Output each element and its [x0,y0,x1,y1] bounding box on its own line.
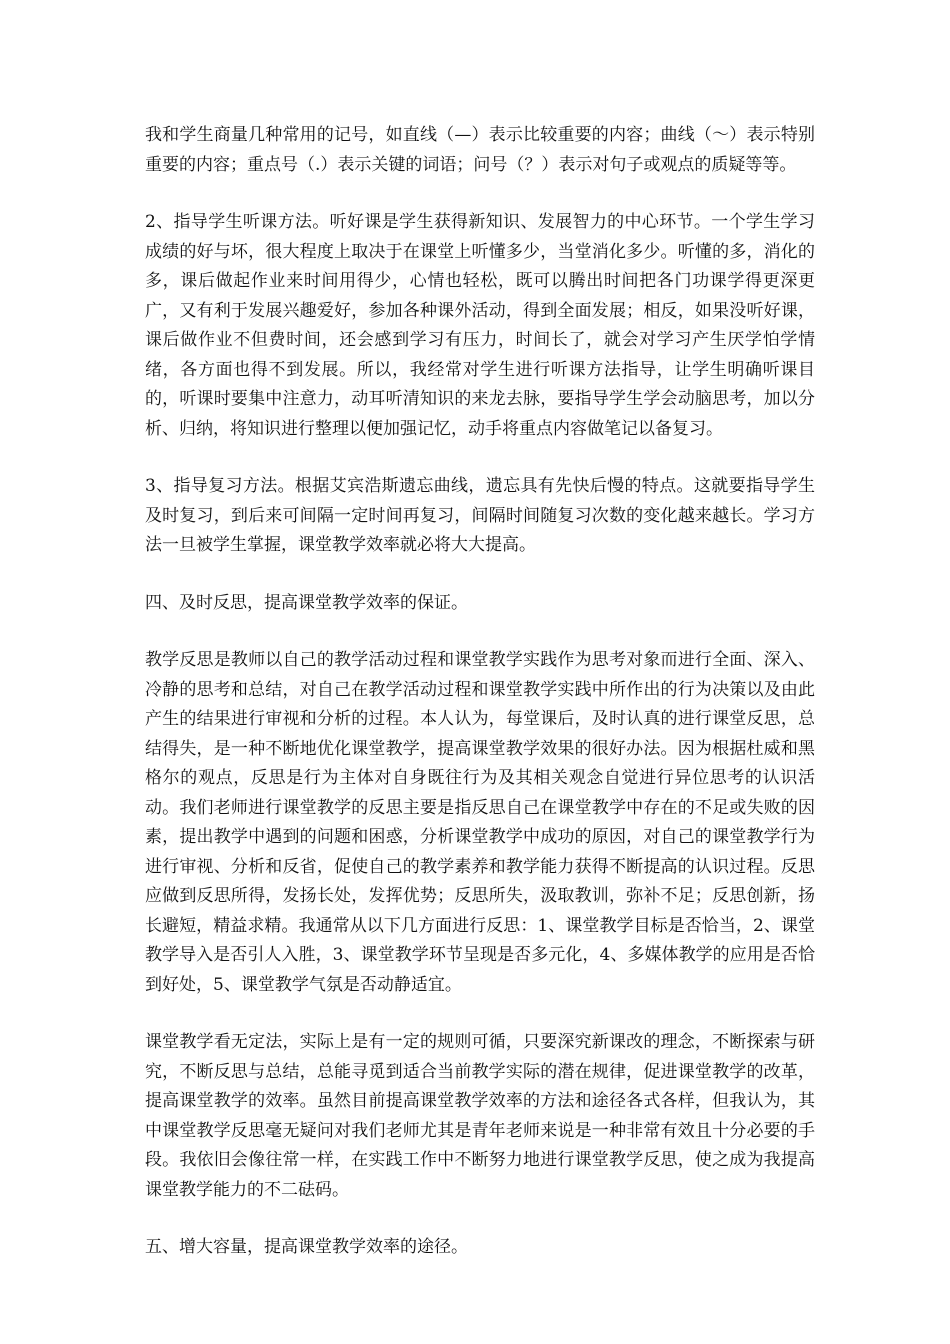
section-heading-capacity: 五、增大容量，提高课堂教学效率的途径。 [145,1237,468,1257]
paragraph-teaching-reflection: 教学反思是教师以自己的教学活动过程和课堂教学实践作为思考对象而进行全面、深入、冷静的思考和总结，对自己在教学活动过程和课堂教学实践中所作出的行为决策以及由此产生的结果进行审视和分析的过程。本人认为，每堂课后，及时认真的进行课堂反思，总结得失，是一种不断地优化课堂教学，提高课堂教学效果的很好办法。因为根据杜威和黑格尔的观点，反思是行为主体对自身既往行为及其相关观念自觉进行异位思考的认识活动。我们老师进行课堂教学的反思主要是指反思自己在课堂教学中存在的不足或失败的因素，提出教学中遇到的问题和困惑，分析课堂教学中成功的原因，对自己的课堂教学行为进行审视、分析和反省，促使自己的教学素养和教学能力获得不断提高的认识过程。反思应做到反思所得，发扬长处，发挥优势；反思所失，汲取教训，弥补不足；反思创新，扬长避短，精益求精。我通常从以下几方面进行反思：1、课堂教学目标是否恰当，2、课堂教学导入是否引人入胜，3、课堂教学环节呈现是否多元化，4、多媒体教学的应用是否恰到好处，5、课堂教学气氛是否动静适宜。 [145,650,815,995]
paragraph-listening-method: 2、指导学生听课方法。听好课是学生获得新知识、发展智力的中心环节。一个学生学习成绩的好与坏，很大程度上取决于在课堂上听懂多少，当堂消化多少。听懂的多，消化的多，课后做起作业来时间用得少，心情也轻松，既可以腾出时间把各门功课学得更深更广，又有利于发展兴趣爱好，参加各种课外活动，得到全面发展；相反，如果没听好课，课后做作业不但费时间，还会感到学习有压力，时间长了，就会对学习产生厌学怕学情绪，各方面也得不到发展。所以，我经常对学生进行听课方法指导，让学生明确听课目的，听课时要集中注意力，动耳听清知识的来龙去脉，要指导学生学会动脑思考，加以分析、归纳，将知识进行整理以便加强记忆，动手将重点内容做笔记以备复习。 [145,212,815,439]
section-heading-reflection: 四、及时反思，提高课堂教学效率的保证。 [145,592,468,613]
paragraph-marking-symbols: 我和学生商量几种常用的记号，如直线（—）表示比较重要的内容；曲线（～）表示特别重要的内容；重点号（.）表示关键的词语；问号（？）表示对句子或观点的质疑等等。 [145,125,815,175]
paragraph-summary: 课堂教学看无定法，实际上是有一定的规则可循，只要深究新课改的理念，不断探索与研究，不断反思与总结，总能寻觅到适合当前教学实际的潜在规律，促进课堂教学的改革，提高课堂教学的效率。虽然目前提高课堂教学效率的方法和途径各式各样，但我认为，其中课堂教学反思毫无疑问对我们老师尤其是青年老师来说是一种非常有效且十分必要的手段。我依旧会像往常一样，在实践工作中不断努力地进行课堂教学反思，使之成为我提高课堂教学能力的不二砝码。 [145,1032,815,1200]
document-body [145,121,815,1291]
paragraph-review-method: 3、指导复习方法。根据艾宾浩斯遗忘曲线，遗忘具有先快后慢的特点。这就要指导学生及时复习，到后来可间隔一定时间再复习，间隔时间随复习次数的变化越来越长。学习方法一旦被学生掌握，课堂教学效率就必将大大提高。 [145,476,815,555]
